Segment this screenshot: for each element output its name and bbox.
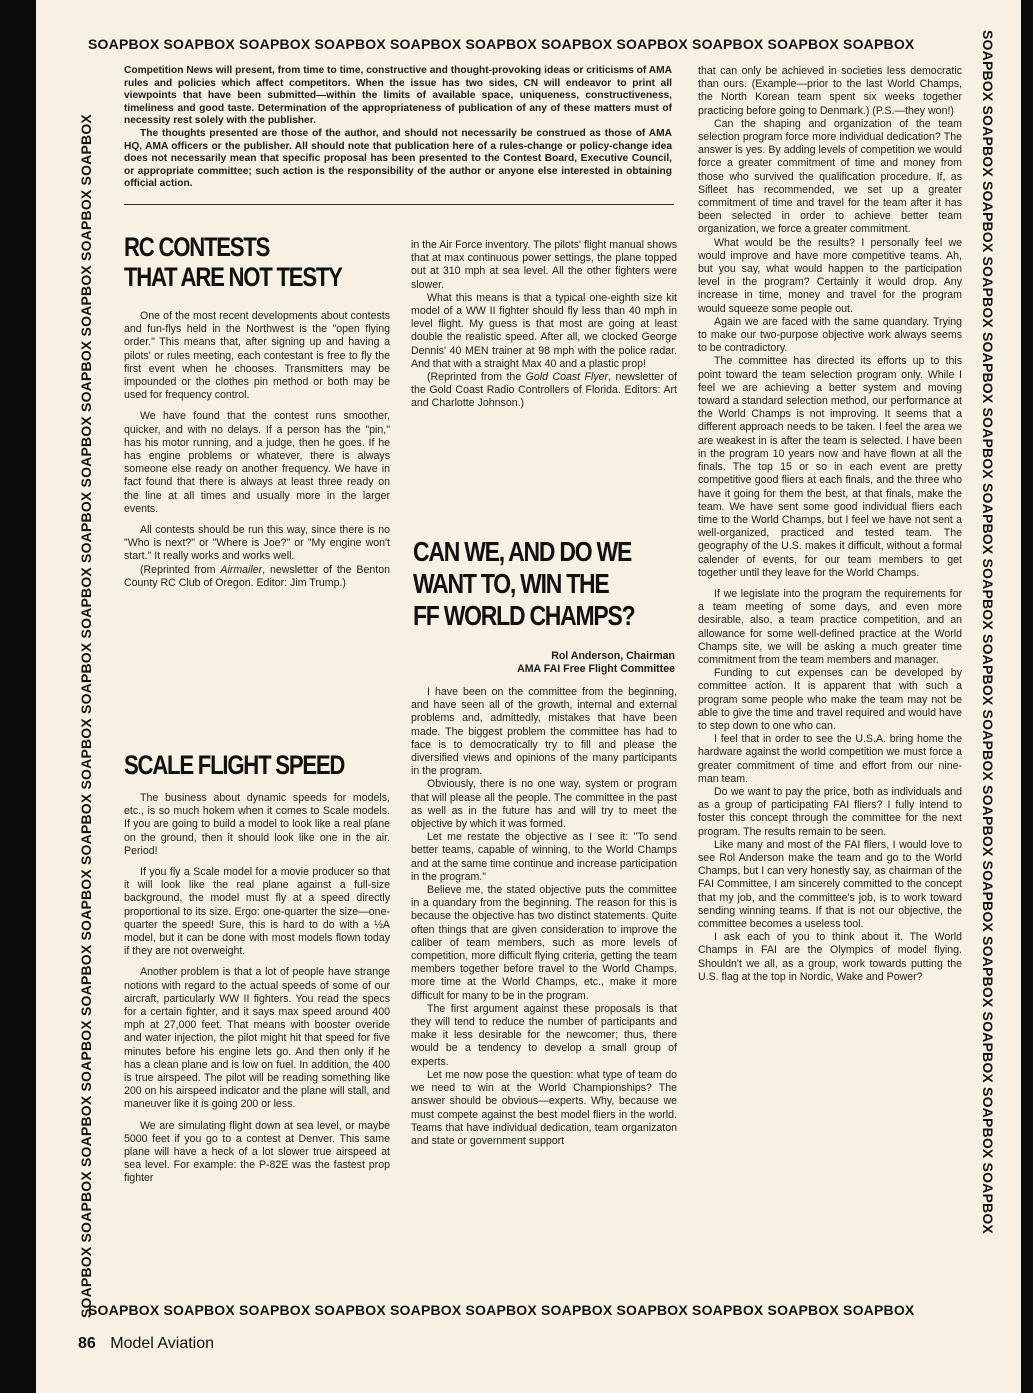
rc-article-body: [124, 310, 390, 590]
body-paragraph: Let me restate the objective as I see it: "To send better teams, capable of winning, to the World Champs and at the same time continue and increase participation in the program.": [411, 831, 677, 883]
body-paragraph: We have found that the contest runs smoother, quicker, and with no delays. If a person has the "pin," has his motor running, and a judge, then he goes. If he has engine problems or whatever, there is always someone else ready on another frequency. We have in fact found that there is always at least three ready on the line at all times and usually more in the larger events.: [124, 410, 390, 515]
body-paragraph: The business about dynamic speeds for models, etc., is so much hokem when it comes to Scale models. If you are going to build a model to look like a real plane on the ground, then it should look like one in the air. Period!: [124, 792, 390, 857]
body-paragraph: in the Air Force inventory. The pilots' flight manual shows that at max continuous power settings, the plane topped out at 310 mph at sea level. All the other fighters were slower.: [411, 239, 678, 291]
heading-line: THAT ARE NOT TESTY: [124, 262, 342, 292]
scale-article-body: [124, 792, 390, 1186]
body-paragraph: The committee has directed its efforts up to this point toward the team selection program only. While I feel we are achieving a better system and moving toward a standard selection method, our performance at the World Champs is not improving. It seems that a different approach needs to be taken. I feel the area we are weakest in is after the team is selected. I have been in the program 10 years now and have flown at all the finals. The top 15 or so in each event are pretty competitive good fliers at each finals, and the three who have it going for them the best, at that finals, make the team. We have sent some good individual fliers each time to the World Champs, but I feel we have not sent a well-organized, practiced and tested team. The geography of the U.S. makes it difficult, without a formal calender of events, for our team members to get together until they leave for the World Champs.: [698, 355, 962, 579]
body-paragraph: All contests should be run this way, since there is no "Who is next?" or "Where is Joe?" or "My engine won't start." It really works and works well.: [124, 524, 390, 563]
soapbox-border-left: SOAPBOX SOAPBOX SOAPBOX SOAPBOX SOAPBOX SOAPBOX SOAPBOX SOAPBOX SOAPBOX SOAPBOX SOAPBOX SOAPBOX SOAPBOX SOAPBOX SOAPBOX SOAPBOX: [78, 114, 94, 1318]
fai-article-heading: [413, 536, 634, 632]
body-paragraph: Funding to cut expenses can be developed by committee action. It is apparent that with such a program some people who make the team may not be able to give the time and travel required and would have to step down to one who can.: [698, 667, 962, 732]
publication-title: Airmailer: [220, 563, 263, 576]
body-paragraph: Believe me, the stated objective puts the committee in a quandary from the beginning. The reason for this is because the objective has two distinct statements. Quite often things that are given consideration to improve the caliber of team members, such as more levels of competition, more difficult flying criteria, getting the team members together before travel to the World Champs, more time at the World Champs, etc., make it more difficult for many to be in the program.: [411, 884, 677, 1002]
body-paragraph: If we legislate into the program the requirements for a team meeting of some days, and even more desirable, also, a team practice competition, and an allowance for some well-defined practice at the World Champs site, we will be asking a much greater time commitment from the team members and manager.: [698, 587, 962, 666]
publication-name: Model Aviation: [110, 1335, 215, 1352]
body-paragraph: Again we are faced with the same quandary. Trying to make our two-purpose objective work always seems to be contradictory.: [698, 315, 962, 355]
soapbox-border-right: SOAPBOX SOAPBOX SOAPBOX SOAPBOX SOAPBOX SOAPBOX SOAPBOX SOAPBOX SOAPBOX SOAPBOX SOAPBOX SOAPBOX SOAPBOX SOAPBOX SOAPBOX SOAPBOX: [980, 30, 996, 1234]
body-paragraph: Another problem is that a lot of people have strange notions with regard to the actual speeds of some of our aircraft, particularly WW II fighters. You read the specs for a certain fighter, and it says max speed around 400 mph at 27,000 feet. That means with booster overide and water injection, the pilot might hit that speed for five minutes before his engine lets go. And then only if he has a clean plane and is low on fuel. In addition, the 400 is true airspeed. The pilot will be reading something like 200 on his airspeed indicator and the plane will stall, and maneuver like it is going 200 or less.: [124, 966, 390, 1111]
body-paragraph: Can the shaping and organization of the team selection program force more individual dedication? The answer is yes. By adding levels of competition we would force a greater commitment of time and money from those who survived the qualification procedure. If, as Sifleet has recommended, we set up a greater commitment of time and travel for the team after it has been selected in order to achieve better team organization, we force a greater commitment.: [698, 117, 962, 236]
rc-article-heading: [124, 232, 342, 292]
intro-paragraph: Competition News will present, from time to time, constructive and thought-provoking ideas or criticisms of AMA rules and policies which affect competitors. When the issue has two sides, CN will endeavor to print all viewpoints that have been submitted—within the limits of available space, uniqueness, constructiveness, timeliness and good taste. Determination of the appropriateness of publication of any of these matters must of necessity rest solely with the publisher.: [124, 65, 672, 127]
soapbox-border-bottom: SOAPBOX SOAPBOX SOAPBOX SOAPBOX SOAPBOX SOAPBOX SOAPBOX SOAPBOX SOAPBOX SOAPBOX SOAPBOX: [88, 1302, 915, 1318]
body-paragraph: What this means is that a typical one-eighth size kit model of a WW II fighter should fly less than 40 mph in level flight. My guess is that most are going at least double the realistic speed. After all, we clocked George Dennis' 40 MEN trainer at 98 mph with the police radar. And that with a straight Max 40 and a plastic prop!: [411, 291, 677, 370]
body-paragraph: Do we want to pay the price, both as individuals and as a group of participating FAI fliers? I fully intend to foster this concept through the committee for the next program. The results remain to be seen.: [698, 785, 962, 838]
body-paragraph: I have been on the committee from the beginning, and have seen all of the growth, internal and external problems and, admittedly, mistakes that have been made. The biggest problem the committee has had to face is to democratically try to fill and please the diversified views and opinions of the many participants in the program.: [411, 686, 677, 778]
body-paragraph: Like many and most of the FAI fliers, I would love to see Rol Anderson make the team and go to the World Champs, but I can very honestly say, as chairman of the FAI Committee, I am sincerely committed to the concept that my job, and the committee's job, is to work toward sending winning teams. If that is not our objective, the committee becomes a useless tool.: [698, 838, 962, 930]
intro-paragraph: The thoughts presented are those of the author, and should not necessarily be construed as those of AMA HQ, AMA officers or the publisher. All should note that publication here of a rules-change or policy-change idea does not necessarily mean that specific proposal has been presented to the Contest Board, Executive Council, or appropriate committee; such action is the responsibility of the author or anyone else interested in obtaining official action.: [124, 127, 672, 190]
author-title: AMA FAI Free Flight Committee: [517, 663, 675, 676]
fai-byline: [411, 650, 675, 676]
divider-rule: [124, 204, 674, 205]
body-paragraph: Obviously, there is no one way, system or program that will please all the people. The committee in the past as well as in the future has and will try to meet the objective by which it was formed.: [411, 778, 677, 831]
page-footer: [78, 1335, 214, 1353]
fai-article-continued: [698, 65, 962, 984]
scale-article-heading: SCALE FLIGHT SPEED: [124, 750, 345, 780]
body-paragraph: that can only be achieved in societies less democratic than ours. (Example—prior to the last World Champs, the North Korean team spent six weeks together practicing before going to Denmark.) (P.S.—they won!): [698, 65, 962, 117]
soapbox-intro: [124, 65, 672, 191]
body-paragraph: One of the most recent developments about contests and fun-flys held in the Northwest is the "open flying order." This means that, after signing up and having a pilots' or rules meeting, each contestant is free to fly the first event when he chooses. Transmitters may be impounded or the clothes pin method or both may be used for frequency control.: [124, 310, 390, 402]
magazine-page: [36, 0, 1021, 1393]
author-name: Rol Anderson, Chairman: [551, 650, 675, 662]
scale-article-continued: [411, 239, 677, 411]
body-paragraph: The first argument against these proposals is that they will tend to reduce the number of participants and make it less desirable for the newcomer; thus, there would be a tendency to develop a small group of experts.: [411, 1002, 677, 1068]
body-paragraph: What would be the results? I personally feel we would improve and have more competitive teams. Ah, but you say, what would happen to the participation level in the program? Certainly it would drop. Any increase in time, money and travel for the program would squeeze some people out.: [698, 236, 962, 315]
body-paragraph: If you fly a Scale model for a movie producer so that it will look like the real plane against a full-size background, the model must fly at a speed directly proportional to its size. Ergo: one-quarter the size—one-quarter the speed! Sure, this is hard to do with a ½A model, but it can be done with most models flown today if they are not overweight.: [124, 866, 390, 958]
heading-line: WANT TO, WIN THE: [413, 568, 609, 599]
body-paragraph: I ask each of you to think about it. The World Champs in FAI are the Olympics of model flying. Shouldn't we all, as a group, work towards putting the U.S. flag at the top in Nordic, Wake and Power?: [698, 931, 962, 983]
credit-line: (Reprinted from the Gold Coast Flyer, newsletter of the Gold Coast Radio Controllers of Florida. Editors: Art and Charlotte Johnson.): [411, 371, 677, 410]
credit-line: (Reprinted from Airmailer, newsletter of the Benton County RC Club of Oregon. Editor: Jim Trump.): [124, 563, 390, 589]
body-paragraph: We are simulating flight down at sea level, or maybe 5000 feet if you go to a contest at Denver. This same plane will have a heck of a lot slower true airspeed at sea level. For example: the P-82E was the fastest prop fighter: [124, 1119, 390, 1185]
fai-article-body: [411, 686, 677, 1148]
publication-title: Gold Coast Flyer: [525, 371, 609, 384]
page-number: 86: [78, 1335, 96, 1352]
heading-line: RC CONTESTS: [124, 232, 270, 262]
body-paragraph: I feel that in order to see the U.S.A. bring home the hardware against the world competition we must force a greater commitment of time and effort from our nine-man team.: [698, 733, 962, 785]
heading-line: FF WORLD CHAMPS?: [413, 600, 635, 631]
soapbox-border-top: SOAPBOX SOAPBOX SOAPBOX SOAPBOX SOAPBOX SOAPBOX SOAPBOX SOAPBOX SOAPBOX SOAPBOX SOAPBOX: [88, 36, 915, 52]
body-paragraph: Let me now pose the question: what type of team do we need to win at the World Championships? The answer should be obvious—experts. Why, because we must compete against the best model fliers in the world. Teams that have individual dedication, team organizaton and state or government support: [411, 1068, 677, 1147]
heading-line: CAN WE, AND DO WE: [413, 536, 632, 567]
